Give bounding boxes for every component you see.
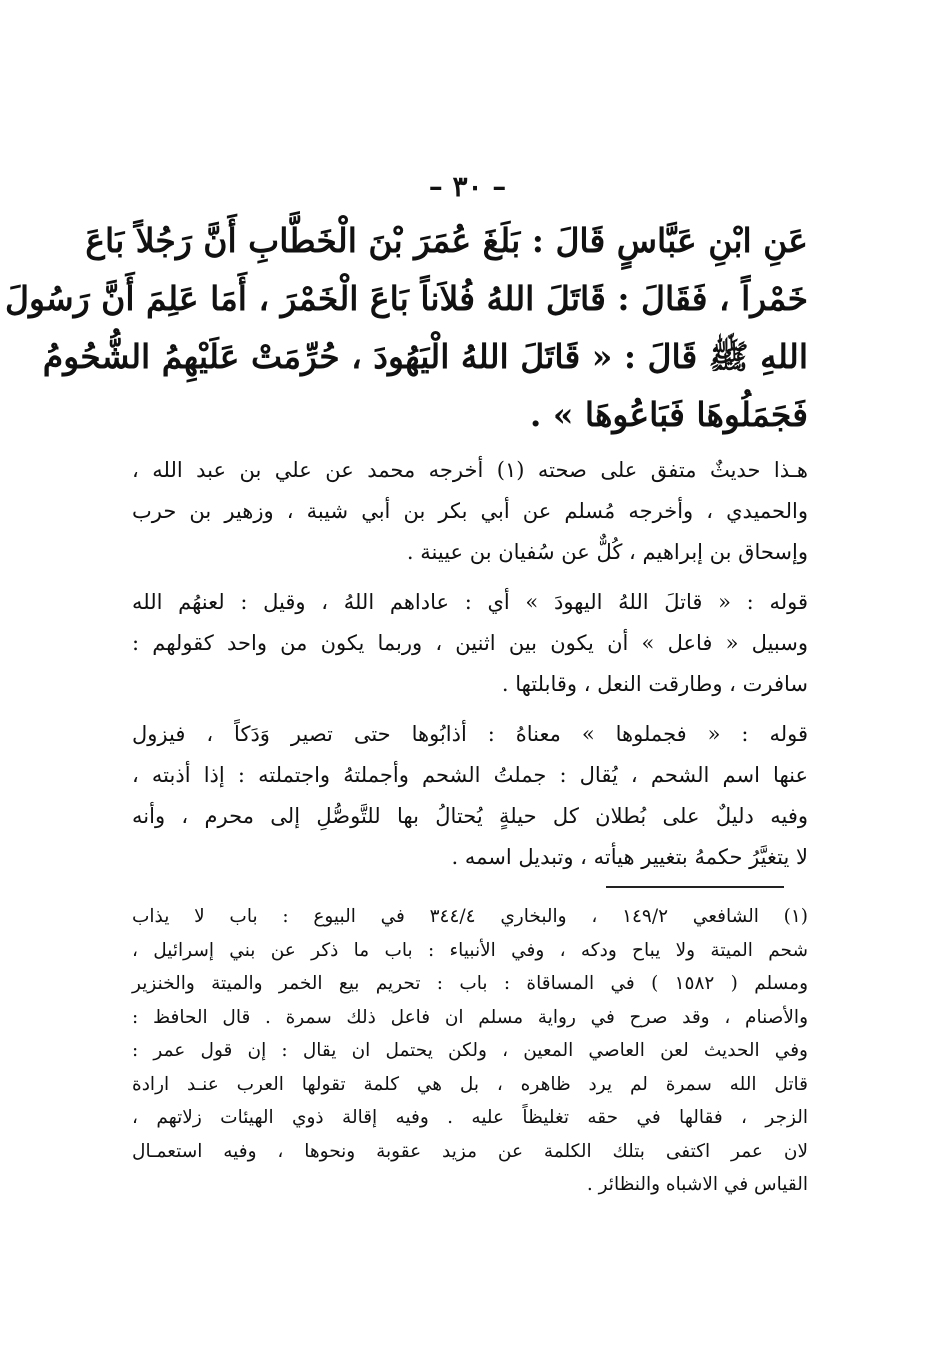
- footnote-line: القياس في الاشباه والنظائر .: [586, 1174, 808, 1195]
- footnote-line: شحم الميتة ولا يباح ودكه ، وفي الأنبياء : باب ما ذكر عن بني إسرائيل ،: [132, 939, 808, 961]
- footnote-separator: [606, 886, 784, 888]
- footnote-line: (١) الشافعي ١٤٩/٢ ، والبخاري ٣٤٤/٤ في البيوع : باب لا يذاب: [132, 906, 808, 927]
- paragraph-line: قوله : « قاتلَ اللهُ اليهودَ » أي : عاداهم اللهُ ، وقيل : لعنهُم الله: [132, 590, 808, 614]
- paragraph-line: وإسحاق بن إبراهيم ، كُلٌّ عن سُفيان بن عيينة .: [406, 540, 808, 564]
- footnote-line: والأصنام ، وقد صرح في رواية مسلم ان فاعل ذلك سمرة . قال الحافظ :: [132, 1006, 808, 1028]
- hadith-line: فَجَمَلُوهَا فَبَاعُوهَا » .: [529, 395, 808, 434]
- paragraph-line: وسبيل « فاعل » أن يكون بين اثنين ، وربما يكون من واحد كقولهم :: [132, 631, 808, 655]
- hadith-line: عَنِ ابْنِ عَبَّاسٍ قَالَ : بَلَغَ عُمَرَ بْنَ الْخَطَّابِ أَنَّ رَجُلاً بَاعَ: [85, 221, 808, 260]
- paragraph-hadith-sources: [132, 450, 808, 573]
- paragraph-line: والحميدي ، وأخرجه مُسلم عن أبي بكر بن أبي شيبة ، وزهير بن حرب: [132, 499, 808, 523]
- paragraph-commentary-qatala: [132, 582, 808, 705]
- hadith-line: خَمْراً ، فَقَالَ : قَاتَلَ اللهُ فُلاَناً بَاعَ الْخَمْرَ ، أَمَا عَلِمَ أَنَّ رَسُولَ: [5, 279, 808, 318]
- footnote-line: وفي الحديث لعن العاصي المعين ، ولكن يحتمل ان يقال : إن قول عمر :: [132, 1040, 808, 1061]
- footnote-line: الزجر ، فقالها في حقه تغليظاً عليه . وفيه إقالة ذوي الهيئات زلاتهم ،: [132, 1107, 808, 1128]
- footnote-line: لان عمر اكتفى بتلك الكلمة عن مزيد عقوبة ونحوها ، وفيه استعمـال: [132, 1140, 808, 1162]
- paragraph-line: لا يتغيَّرُ حكمهُ بتغيير هيأته ، وتبديل اسمه .: [451, 845, 808, 869]
- paragraph-line: عنها اسم الشحم ، يُقال : جملتُ الشحم وأجملتهُ واجتملته : إذا أذبته ،: [132, 763, 808, 787]
- hadith-text: [5, 212, 808, 444]
- footnote-line: قاتل الله سمرة لم يرد ظاهره ، بل هي كلمة تقولها العرب عنـد ارادة: [132, 1073, 808, 1095]
- paragraph-line: سافرت ، وطارقت النعل ، وقابلتها .: [501, 672, 808, 696]
- footnote: [132, 900, 808, 1202]
- paragraph-commentary-jamaluha: [132, 714, 808, 878]
- footnote-line: ومسلم ( ١٥٨٢ ) في المساقاة : باب : تحريم بيع الخمر والميتة والخنزير: [132, 973, 809, 994]
- paragraph-line: وفيه دليلٌ على بُطلان كل حيلةٍ يُحتالُ بها للتَّوصُّلِ إلى محرم ، وأنه: [132, 804, 808, 828]
- hadith-line: اللهِ ﷺ قَالَ : « قَاتَلَ اللهُ الْيَهُودَ ، حُرِّمَتْ عَلَيْهِمُ الشُّحُومُ: [42, 337, 808, 376]
- page-number: – ٣٠ –: [428, 170, 507, 203]
- paragraph-line: قوله : « فجملوها » معناهُ : أذابُوها حتى تصير وَدَكاً ، فيزول: [132, 722, 808, 746]
- paragraph-line: هـذا حديثٌ متفق على صحته (١) أخرجه محمد عن علي بن عبد الله ،: [132, 458, 808, 482]
